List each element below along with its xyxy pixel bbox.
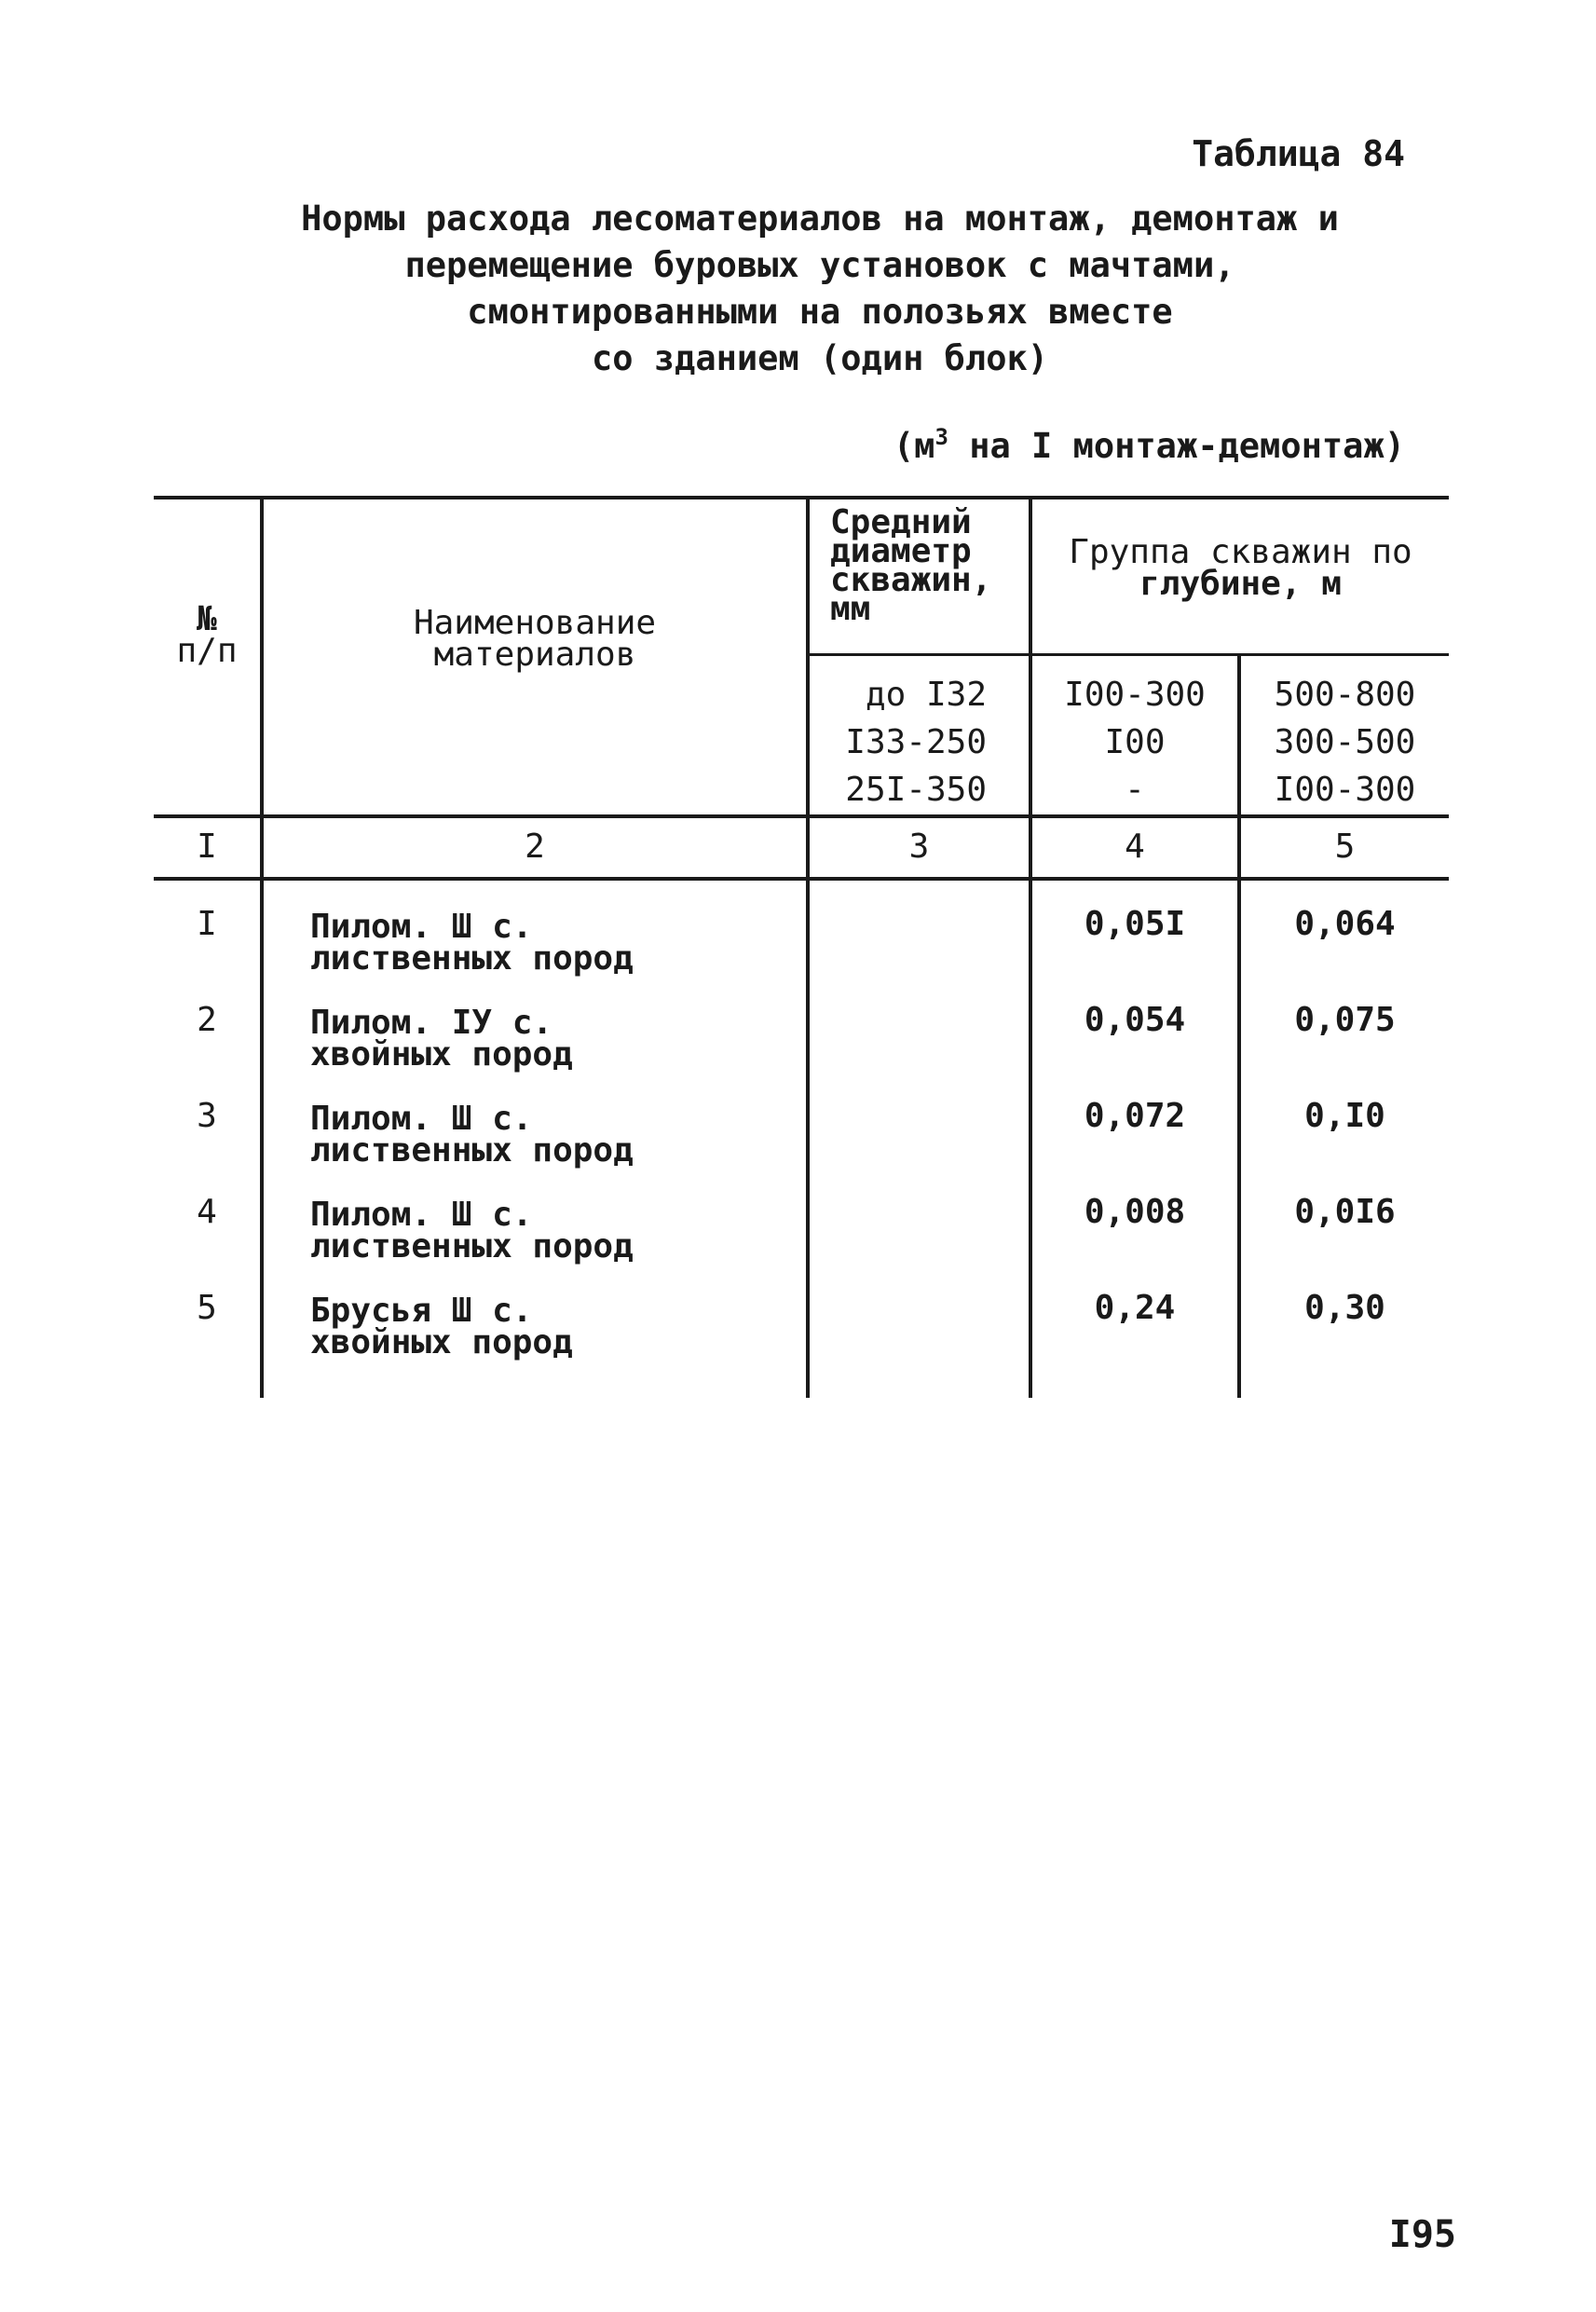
column-number-rule xyxy=(154,877,1449,881)
table-top-rule xyxy=(154,496,1449,499)
column-number: I xyxy=(197,828,217,866)
header-material-name: Наименование материалов xyxy=(413,604,657,674)
header-bottom-rule xyxy=(154,814,1449,818)
header-split-rule xyxy=(806,653,1449,656)
column-divider xyxy=(806,496,810,1398)
value-col5: 0,064 xyxy=(1294,905,1396,943)
value-col5: 0,0I6 xyxy=(1294,1193,1396,1231)
row-number: 3 xyxy=(197,1097,217,1135)
diameter-ranges: до I32 I33-250 25I-350 xyxy=(845,676,987,809)
title-line: Нормы расхода лесоматериалов на монтаж, демонтаж и xyxy=(301,198,1339,239)
row-number: 2 xyxy=(197,1001,217,1039)
material-name: Пилом. Ш с. лиственных пород xyxy=(310,1100,634,1170)
header-diameter: Средний диаметр скважин, мм xyxy=(830,503,992,628)
page-number: I95 xyxy=(1388,2213,1456,2256)
column-number: 2 xyxy=(525,828,545,866)
value-col4: 0,054 xyxy=(1084,1001,1186,1039)
value-col4: 0,072 xyxy=(1084,1097,1186,1135)
title-line: смонтированными на полозьях вместе xyxy=(467,292,1173,332)
depth-group-col5: 500-800 300-500 I00-300 xyxy=(1274,676,1416,809)
material-name: Пилом. Ш с. лиственных пород xyxy=(310,908,634,978)
title-line: перемещение буровых установок с мачтами, xyxy=(404,245,1235,285)
material-name: Пилом. Ш с. лиственных пород xyxy=(310,1196,634,1265)
material-name: Пилом. IУ с. хвойных пород xyxy=(310,1004,573,1074)
column-number: 5 xyxy=(1334,828,1356,866)
row-number: I xyxy=(197,905,217,943)
column-number: 3 xyxy=(908,828,930,866)
header-number: № п/п xyxy=(176,600,238,670)
depth-group-col4: I00-300 I00 - xyxy=(1064,676,1206,809)
material-name: Брусья Ш с. хвойных пород xyxy=(310,1292,573,1361)
table-label: Таблица 84 xyxy=(1192,133,1405,174)
column-number: 4 xyxy=(1125,828,1145,866)
value-col5: 0,075 xyxy=(1294,1001,1396,1039)
row-number: 4 xyxy=(197,1193,217,1231)
title-line: со зданием (один блок) xyxy=(591,338,1049,378)
row-number: 5 xyxy=(197,1289,217,1327)
value-col4: 0,008 xyxy=(1084,1193,1186,1231)
units-note: ($м^3$ на I монтаж-демонтаж) xyxy=(893,424,1405,466)
value-col4: 0,05I xyxy=(1084,905,1186,943)
table-title xyxy=(280,196,1360,382)
header-depth-group: Группа скважин по глубине, м xyxy=(1069,533,1412,603)
value-col4: 0,24 xyxy=(1094,1289,1176,1327)
value-col5: 0,30 xyxy=(1304,1289,1385,1327)
column-divider xyxy=(1029,496,1032,1398)
value-col5: 0,I0 xyxy=(1304,1097,1385,1135)
